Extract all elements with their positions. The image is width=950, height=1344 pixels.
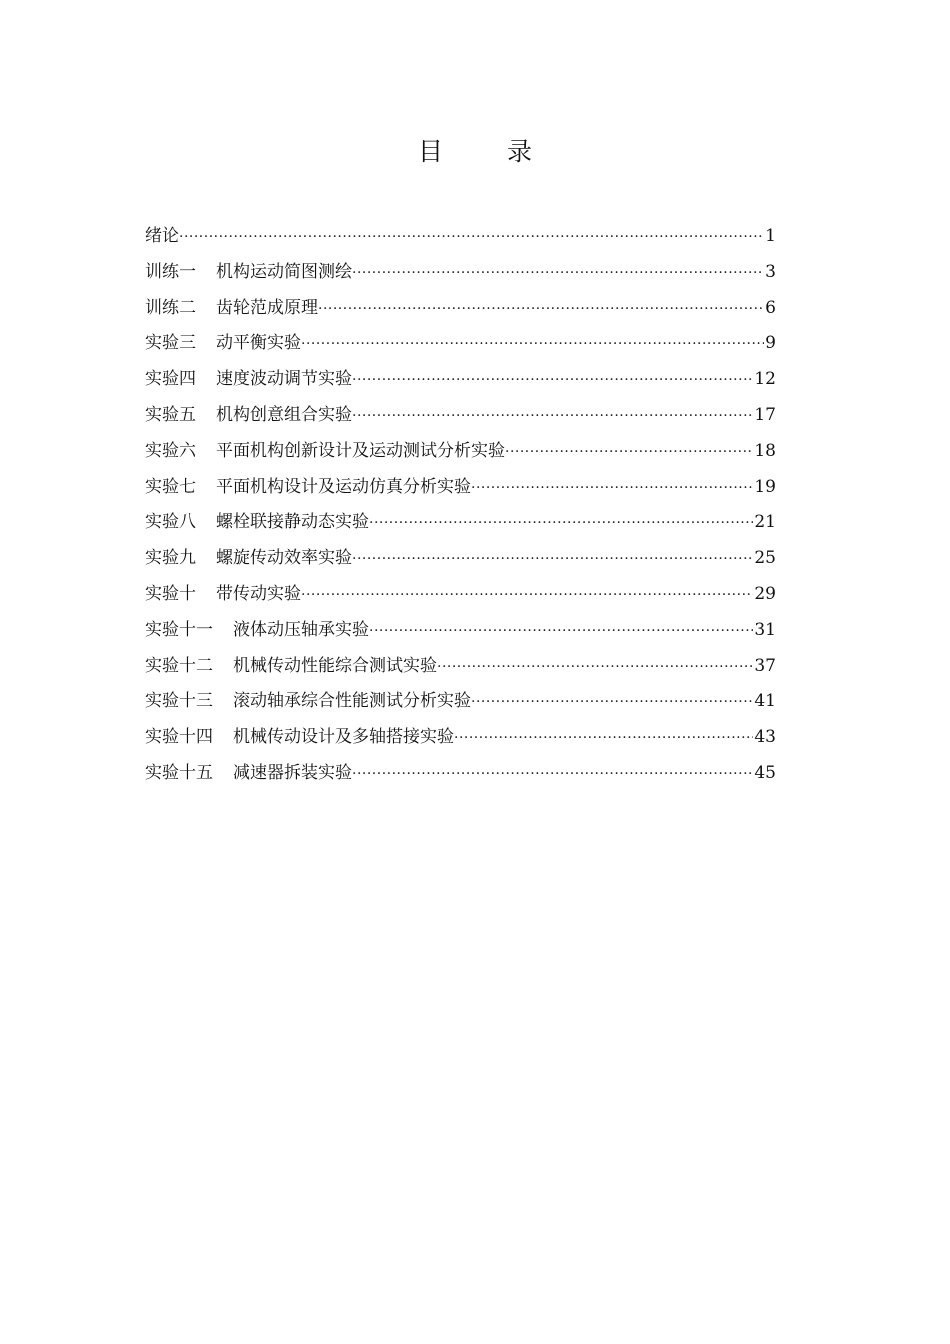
toc-dot-leader (352, 542, 753, 578)
toc-entry[interactable] (145, 398, 776, 434)
toc-entry[interactable] (145, 362, 776, 398)
toc-entry-number: 实验九 (145, 548, 196, 569)
toc-page-number: 31 (754, 619, 776, 640)
toc-page-number: 9 (765, 333, 776, 354)
toc-entry-label: 减速器拆装实验 (233, 762, 352, 783)
toc-entry-title (145, 577, 301, 613)
toc-entry-number: 实验十 (145, 583, 196, 604)
toc-dot-leader (301, 578, 753, 614)
toc-entry-title (145, 470, 471, 506)
toc-page-number: 25 (754, 548, 776, 569)
toc-entry-title (145, 756, 352, 792)
toc-entry-label: 螺旋传动效率实验 (216, 548, 352, 569)
toc-entry[interactable] (145, 577, 776, 613)
toc-entry-number: 实验十二 (145, 655, 213, 676)
toc-entry-label: 平面机构设计及运动仿真分析实验 (216, 476, 471, 497)
toc-entry[interactable] (145, 434, 776, 470)
toc-entry-number: 实验四 (145, 369, 196, 390)
toc-dot-leader (352, 256, 764, 292)
toc-entry-number: 实验六 (145, 440, 196, 461)
toc-entry[interactable] (145, 756, 776, 792)
toc-entry-label: 螺栓联接静动态实验 (216, 512, 369, 533)
toc-entry-label: 机构运动简图测绘 (216, 261, 352, 282)
toc-page-number: 18 (754, 440, 776, 461)
toc-entry-title (145, 505, 369, 541)
toc-entry-title (145, 362, 352, 398)
toc-entry-number: 实验八 (145, 512, 196, 533)
toc-page-number: 43 (754, 727, 776, 748)
toc-entry-number: 训练一 (145, 261, 196, 282)
toc-entry-number: 实验十四 (145, 727, 213, 748)
toc-entry[interactable] (145, 255, 776, 291)
toc-entry-label: 动平衡实验 (216, 333, 301, 354)
toc-entry-title (145, 684, 471, 720)
toc-entry-title (145, 255, 352, 291)
toc-page-number: 45 (754, 762, 776, 783)
toc-entry-title (145, 434, 505, 470)
toc-entry-title (145, 398, 352, 434)
toc-entry[interactable] (145, 219, 776, 255)
toc-entry[interactable] (145, 649, 776, 685)
table-of-contents (145, 219, 776, 792)
toc-entry-label: 平面机构创新设计及运动测试分析实验 (216, 440, 505, 461)
toc-entry-label: 机械传动设计及多轴搭接实验 (233, 727, 454, 748)
toc-dot-leader (318, 292, 764, 328)
toc-entry-title (145, 291, 318, 327)
toc-entry[interactable] (145, 326, 776, 362)
toc-entry[interactable] (145, 613, 776, 649)
toc-entry-label: 滚动轴承综合性能测试分析实验 (233, 691, 471, 712)
toc-dot-leader (179, 220, 764, 256)
toc-dot-leader (454, 721, 753, 757)
toc-entry-label: 绪论 (145, 226, 179, 246)
toc-entry[interactable] (145, 291, 776, 327)
toc-page-number: 29 (754, 583, 776, 604)
toc-page-number: 17 (754, 404, 776, 425)
toc-entry[interactable] (145, 470, 776, 506)
toc-entry[interactable] (145, 541, 776, 577)
toc-entry-label: 机构创意组合实验 (216, 404, 352, 425)
toc-entry-label: 带传动实验 (216, 583, 301, 604)
toc-dot-leader (437, 650, 753, 686)
toc-entry-number: 实验十五 (145, 762, 213, 783)
toc-dot-leader (352, 757, 753, 793)
toc-entry-title (145, 613, 369, 649)
toc-entry-number: 实验七 (145, 476, 196, 497)
toc-entry[interactable] (145, 505, 776, 541)
toc-entry-label: 液体动压轴承实验 (233, 619, 369, 640)
toc-entry-title (145, 720, 454, 756)
toc-page-number: 37 (754, 655, 776, 676)
toc-entry-number: 训练二 (145, 297, 196, 318)
toc-dot-leader (369, 506, 753, 542)
toc-entry-title (145, 326, 301, 362)
toc-entry-number: 实验十三 (145, 691, 213, 712)
toc-dot-leader (352, 399, 753, 435)
toc-page-number: 1 (765, 226, 776, 246)
toc-entry-label: 速度波动调节实验 (216, 369, 352, 390)
toc-page-number: 19 (754, 476, 776, 497)
toc-dot-leader (352, 363, 753, 399)
toc-entry[interactable] (145, 720, 776, 756)
toc-entry-label: 齿轮范成原理 (216, 297, 318, 318)
toc-entry-label: 机械传动性能综合测试实验 (233, 655, 437, 676)
toc-dot-leader (301, 327, 764, 363)
toc-page-number: 21 (754, 512, 776, 533)
toc-entry-number: 实验三 (145, 333, 196, 354)
toc-dot-leader (369, 614, 753, 650)
toc-dot-leader (471, 471, 753, 507)
toc-page-number: 12 (754, 369, 776, 390)
toc-page-number: 6 (765, 297, 776, 318)
toc-entry-title (145, 219, 179, 255)
toc-entry[interactable] (145, 684, 776, 720)
toc-page-number: 3 (765, 261, 776, 282)
toc-entry-title (145, 649, 437, 685)
toc-dot-leader (471, 685, 753, 721)
toc-dot-leader (505, 435, 753, 471)
toc-entry-title (145, 541, 352, 577)
page-title: 目 录 (418, 137, 560, 166)
toc-page-number: 41 (754, 691, 776, 712)
toc-entry-number: 实验十一 (145, 619, 213, 640)
toc-entry-number: 实验五 (145, 404, 196, 425)
